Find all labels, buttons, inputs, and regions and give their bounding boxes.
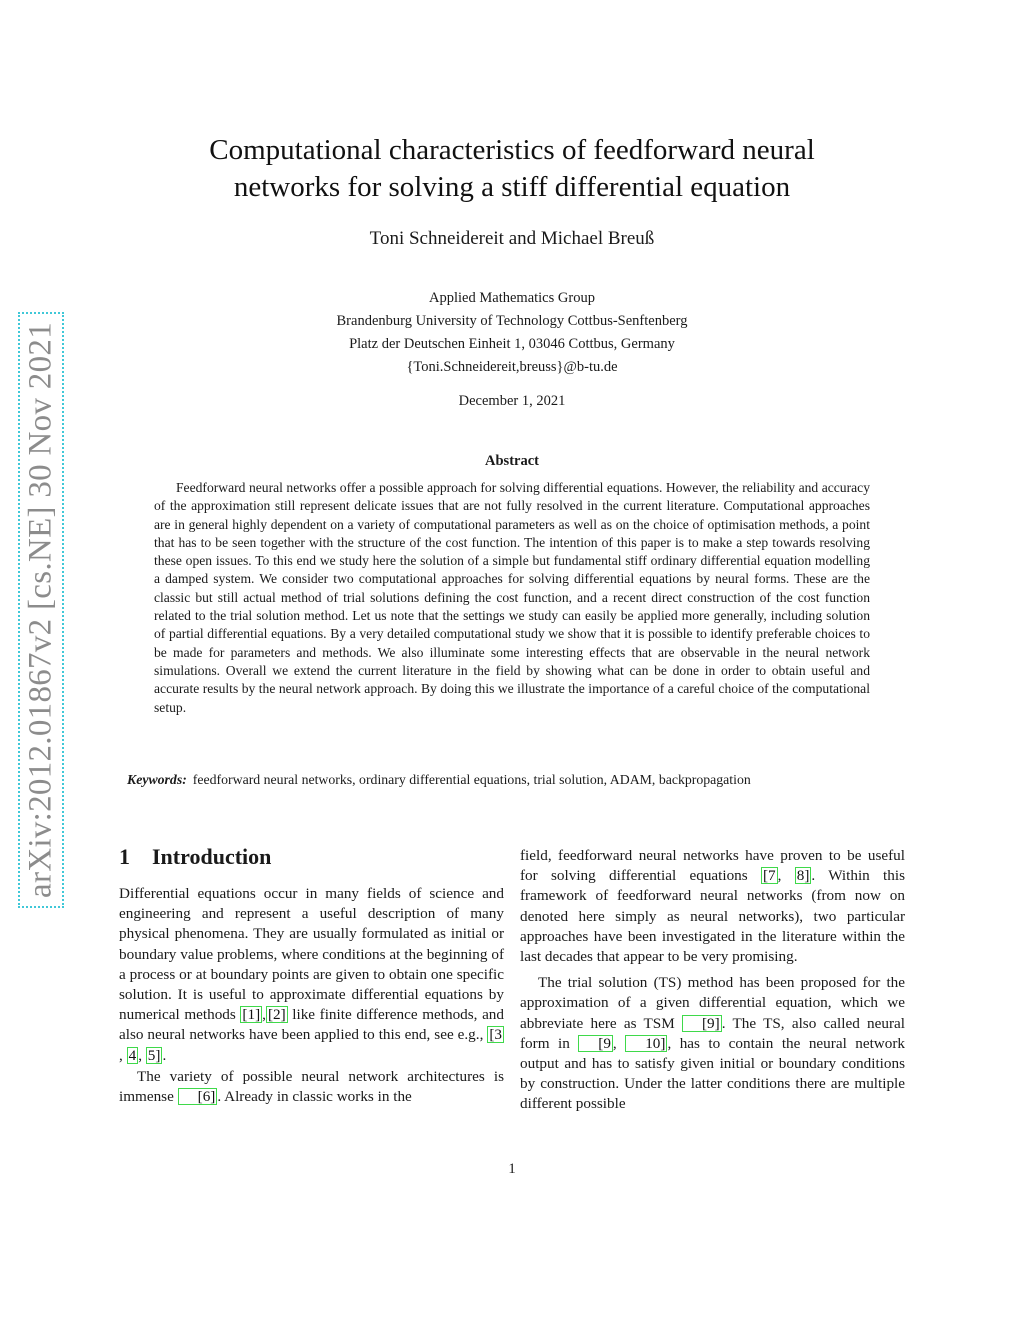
citation-link[interactable]: [3 — [489, 1026, 502, 1044]
keywords-label: Keywords: — [127, 772, 187, 787]
section-number: 1 — [119, 844, 130, 869]
intro-paragraph-1: Differential equations occur in many fields of science and engineering and represent a useful description of many physical phenomena. They are usually formulated as initial or boundary value problems, where conditions at the beginning of a process or at boundary points are given to obtain one specific solution. It is useful to approximate differential equations by numerical methods [1] , [2] like finite difference methods, and also neural networks have been applied to this end, see e.g., [3, 4 , 5] . — [119, 885, 504, 1064]
citation-link[interactable]: [6] — [178, 1088, 218, 1105]
affiliation-address: Platz der Deutschen Einheit 1, 03046 Cottbus, Germany — [349, 336, 675, 352]
left-column — [119, 846, 504, 1107]
section-title: Introduction — [152, 844, 272, 869]
title-line-1: Computational characteristics of feedforward neural — [209, 134, 815, 166]
intro-paragraph-4: The trial solution (TS) method has been proposed for the approximation of a given differential equation, which we abbreviate here as TSM [9] . The TS, also called neural form in [9 , 10] , has to contain the neural network output and has to satisfy given initial or boundary conditions by construction. Under the latter conditions there are multiple different possible — [520, 974, 906, 1113]
affiliation — [120, 287, 904, 379]
citation-link[interactable]: [9 — [578, 1035, 613, 1052]
keywords-text: feedforward neural networks, ordinary differential equations, trial solution, ADAM, backpropagation — [192, 772, 751, 787]
citation-link[interactable]: 8] — [796, 867, 810, 885]
citation-link[interactable]: 10] — [625, 1035, 667, 1052]
keywords — [127, 772, 907, 788]
citation-link[interactable]: 5] — [147, 1046, 161, 1064]
affiliation-email: {Toni.Schneidereit,breuss}@b-tu.de — [406, 359, 618, 375]
citation-link[interactable]: [2] — [267, 1006, 286, 1024]
citation-link[interactable]: 4 — [128, 1046, 137, 1064]
intro-paragraph-2: The variety of possible neural network architectures is immense [6] . Already in classic works in the — [119, 1067, 504, 1106]
right-column — [520, 846, 905, 1115]
paper-title — [120, 132, 904, 206]
citation-link[interactable]: [1] — [242, 1006, 261, 1024]
arxiv-identifier-text: arXiv:2012.01867v2 [cs.NE] 30 Nov 2021 — [22, 322, 59, 898]
abstract-body: Feedforward neural networks offer a possible approach for solving differential equations. However, the reliability and accuracy of the approximation still represent delicate issues that are not fully resolved in the current literature. Computational approaches are in general highly dependent on a variety of computational parameters as well as on the choice of optimisation methods, a point that has to be seen together with the structure of the cost function. The intention of this paper is to make a step towards resolving these open issues. To this end we study here the solution of a simple but fundamental stiff ordinary differential equation modelling a damped system. We consider two computational approaches for solving differential equations by neural forms. These are the classic but still actual method of trial solutions defining the cost function, and a recent direct construction of the cost function related to the trial solution method. Let us note that the settings we study can easily be applied more generally, including solution of partial differential equations. By a very detailed computational study we show that it is possible to identify preferable choices to be made for parameters and methods. We also illuminate some interesting effects that are observable in the neural network simulations. Overall we extend the current literature in the field by showing what can be done in order to obtain useful and accurate results by the neural network approach. By doing this we illustrate the importance of a careful choice of the computational setup. — [154, 480, 870, 715]
affiliation-university: Brandenburg University of Technology Cottbus-Senftenberg — [336, 313, 688, 329]
arxiv-identifier-stamp[interactable] — [18, 312, 64, 908]
abstract-heading: Abstract — [485, 453, 539, 469]
title-line-2: networks for solving a stiff differential equation — [233, 171, 791, 203]
page-number: 1 — [508, 1161, 516, 1177]
citation-link[interactable]: [7 — [762, 867, 776, 885]
affiliation-group: Applied Mathematics Group — [429, 290, 595, 306]
citation-link[interactable]: [9] — [682, 1015, 722, 1032]
authors: Toni Schneidereit and Michael Breuß — [369, 228, 655, 249]
publication-date: December 1, 2021 — [458, 393, 566, 409]
intro-paragraph-3: field, feedforward neural networks have proven to be useful for solving differential equations [7 , 8] . Within this framework of feedforward neural networks (from now on denoted here simply as neural networks), two particular approaches have been investigated in the literature within the last decades that appear to be very promising. — [520, 847, 906, 966]
section-heading — [119, 844, 504, 870]
